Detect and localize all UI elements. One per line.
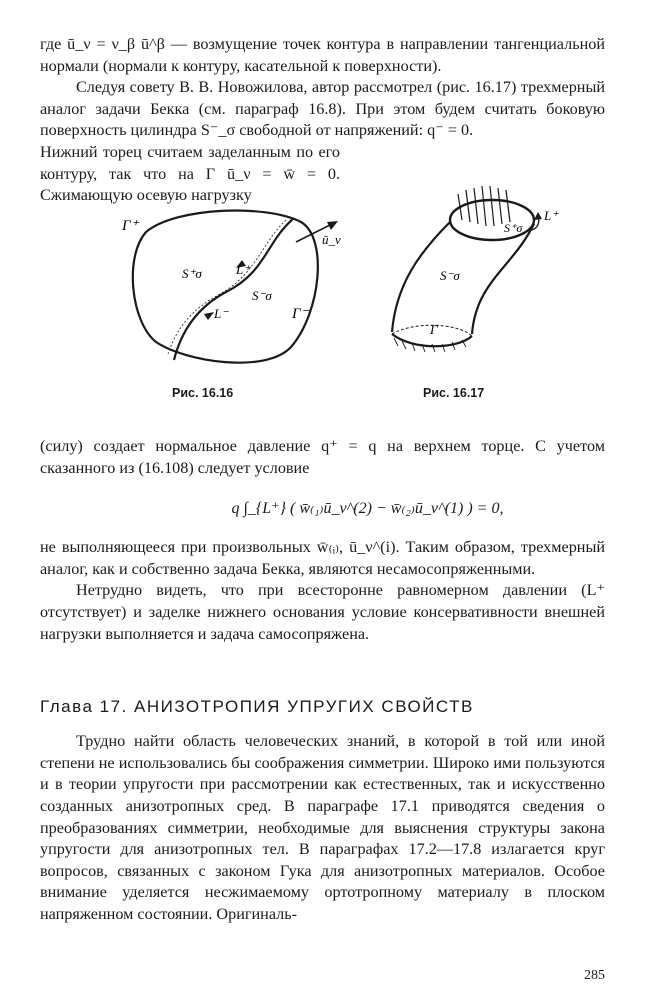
- figures-row: [40, 207, 605, 398]
- figure-16-16: [116, 202, 376, 386]
- paragraph-1: где ū_ν = ν_β ū^β — возмущение точек контура в направлении тангенциальной нормали (нормали к контуру, касательной к поверхности).: [40, 35, 605, 75]
- fig2-label-s-plus: S⁺σ: [504, 220, 523, 235]
- paragraph-4: не выполняющееся при произвольных w̄₍ᵢ₎, ū_ν^(i). Таким образом, трехмерный аналог, как и собственно задача Бекка, являются несамосопряженными.: [40, 538, 605, 578]
- paragraph-6: Трудно найти область человеческих знаний, в которой в той или иной степени не использовались бы соображения симметрии. Широко ими пользуются и в теории упругости при рассмотрении как естественных, так и искусственно созданных анизотропных сред. В параграфе 17.1 приводятся сведения о преобразованиях симметрии, необходимые для выяснения структуры закона упругости для анизотропных тел. В параграфах 17.2—17.8 излагается круг вопросов, связанных с законом Гука для анизотропных материалов. Особое внимание уделяется несжимаемому ортотропному материалу в плоском напряженном состоянии. Оригиналь-: [40, 732, 605, 923]
- fig1-label-gamma-minus: Г⁻: [292, 305, 309, 322]
- figure-16-17: [372, 172, 572, 382]
- chapter-title: Глава 17. АНИЗОТРОПИЯ УПРУГИХ СВОЙСТВ: [40, 697, 474, 717]
- fig1-label-s-minus: S⁻σ: [252, 287, 272, 303]
- page-content: [40, 34, 605, 925]
- paragraph-2-wrap: Нижний торец считаем заделанным по его контуру, так что на Г ū_ν = w̄ = 0. Сжимающую осевую нагрузку: [40, 142, 340, 205]
- fig1-dividing-curve: [174, 218, 294, 360]
- page-number: 285: [584, 968, 605, 983]
- fig1-caption: Рис. 16.16: [172, 385, 234, 400]
- fig2-label-s-minus: S⁻σ: [440, 267, 460, 283]
- fig2-label-gamma: Г: [430, 321, 438, 337]
- paragraph-3: (силу) создает нормальное давление q⁺ = q на верхнем торце. С учетом сказанного из (16.108) следует условие: [40, 436, 605, 477]
- fig1-label-s-plus: S⁺σ: [182, 265, 202, 281]
- fig1-label-gamma-plus: Г⁺: [122, 217, 139, 234]
- fig1-label-u-nu: ū_ν: [322, 231, 341, 247]
- fig1-label-l-plus: L⁺: [236, 261, 251, 277]
- paragraph-5: Нетрудно видеть, что при всесторонне равномерном давлении (L⁺ отсутствует) и заделке нижнего основания условие консервативности внешней нагрузки выполняется и задача самосопряжена.: [40, 581, 605, 643]
- fig2-label-l-plus: L⁺: [544, 207, 559, 223]
- fig2-pressure-arrows: [458, 186, 510, 226]
- formula: q ∫_{L⁺} ( w̄₍₁₎ū_ν^(2) − w̄₍₂₎ū_ν^(1) ) = 0,: [231, 500, 504, 518]
- fig1-label-l-minus: L⁻: [214, 305, 229, 321]
- captions-row: [40, 385, 605, 436]
- fig2-caption: Рис. 16.17: [423, 385, 485, 400]
- paragraph-2-lead: Следуя совету В. В. Новожилова, автор рассмотрел (рис. 16.17) трехмерный аналог задачи Бекка (см. параграф 16.8). При этом будем считать боковую поверхность цилиндра S⁻_σ свободной от напряжений: q⁻ = 0.: [40, 78, 605, 140]
- fig1-outer-contour: [133, 210, 318, 362]
